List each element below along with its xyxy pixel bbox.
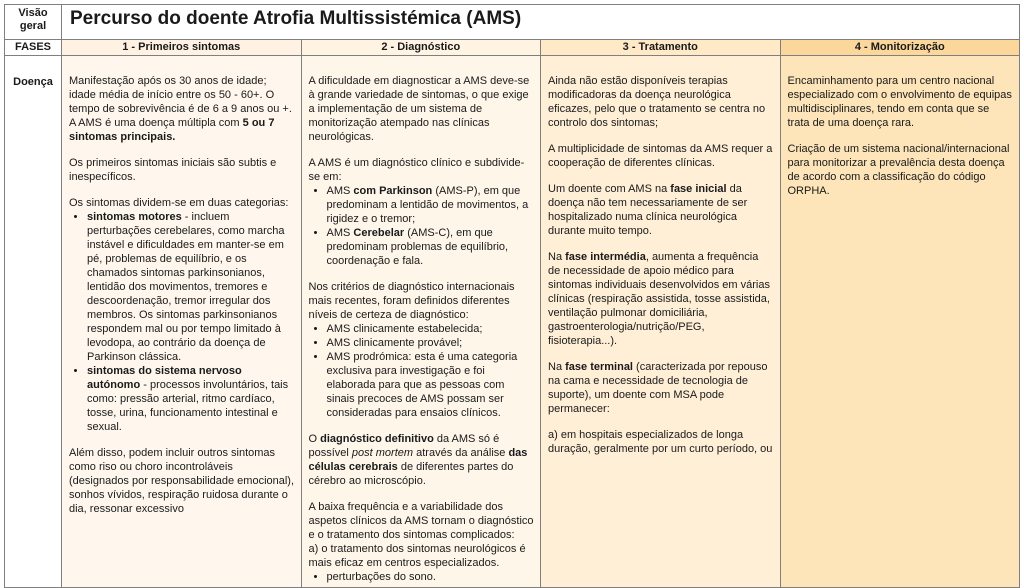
text-run: da AMS só é possível [308,433,500,459]
list-item [327,226,535,268]
phase-4-header: 4 - Monitorização [780,40,1020,56]
col4-p1: Encaminhamento para um centro nacional especializado com o envolvimento de equipas multidisciplinares, tendo em conta que se trata de uma doença rara. [787,75,1012,129]
col3-p3 [548,182,774,238]
text-run-italic: post mortem [351,447,414,459]
motor-text: - incluem perturbações cerebelares, como marcha instável e dificuldades em manter-se em pé, problemas de equilíbrio, e os chamados sintomas parkinsonianos, lentidão dos movimentos, tremores e descoordenação, tremor irregular dos membros. Os sintomas parkinsonianos respondem mal ou por tempo limitado à levodopa, ao contrário da doença de Parkinson clássica. [87,211,285,363]
col2-p5: A baixa frequência e a variabilidade dos aspetos clínicos da AMS tornam o diagnóstico e o tratamento dos sintomas complicados: [308,501,534,541]
disease-row-label: Doença [5,56,62,588]
col1-initial: Os primeiros sintomas iniciais são subtis e inespecíficos. [69,157,277,183]
text-run: O [308,433,321,445]
list-item [87,210,295,364]
phase-2-cell [301,56,541,588]
text-run: (caracterizada por repouso na cama e necessidade de tecnologia de suporte), um doente com MSA pode permanecer: [548,361,768,415]
text-run-bold: diagnóstico definitivo [320,433,434,445]
text-run: de diferentes partes do cérebro ao microscópio. [308,461,514,487]
text-run: Na [548,361,566,373]
col2-p4 [309,432,535,488]
col1-categories: Os sintomas dividem-se em duas categorias: [69,197,289,209]
subtype-bold: com Parkinson [353,185,433,197]
col3-p4 [548,250,774,348]
subtype-text: (AMS-P), em que predominam a lentidão de movimentos, a rigidez e o tremor; [326,185,529,225]
col2-subtype-list [309,184,535,268]
subtype-bold: Cerebelar [353,227,405,239]
autonomic-label: sintomas do sistema nervoso autónomo [87,365,242,391]
col1-symptom-list [69,210,295,434]
col3-p1: Ainda não estão disponíveis terapias modificadoras da doença neurológica eficazes, pelo que o tratamento se centra no controlo dos sintomas; [548,75,766,129]
subtype-text: (AMS-C), em que predominam problemas de equilíbrio, coordenação e fala. [326,227,509,267]
col2-p1: A dificuldade em diagnosticar a AMS deve-se à grande variedade de sintomas, o que exige a implementação de um sistema de monitorização atempado nas clínicas neurológicas. [308,75,530,143]
page-title: Percurso do doente Atrofia Multissistémica (AMS) [62,5,1020,40]
text-run: Um doente com AMS na [548,183,671,195]
list-item: • AMS clinicamente provável; [327,336,535,350]
list-item: • perturbações do sono. [327,570,535,584]
col1-intro-bold: 5 ou 7 sintomas principais. [69,117,275,143]
col4-p2: Criação de um sistema nacional/internacional para monitorizar a prevalência desta doença de acordo com a classificação do código ORPHA. [787,143,1010,197]
text-run-bold: fase intermédia [565,251,646,263]
overview-label: Visão geral [5,5,62,40]
subtype-prefix: AMS [326,185,354,197]
phase-2-header: 2 - Diagnóstico [301,40,541,56]
phases-label: FASES [5,40,62,56]
col3-p2: A multiplicidade de sintomas da AMS requer a cooperação de diferentes clínicas. [548,143,773,169]
col3-p5 [548,360,774,416]
motor-label: sintomas motores [87,211,182,223]
text-run-bold: fase inicial [670,183,727,195]
list-item: • AMS prodrómica: esta é uma categoria exclusiva para investigação e foi elaborada para que as pessoas com sinais precoces de AMS possam ser consideradas para ensaios clínicos. [327,350,535,420]
phase-3-header: 3 - Tratamento [541,40,781,56]
phase-4-cell [780,56,1020,588]
text-run-bold: fase terminal [565,361,633,373]
col2-p3: Nos critérios de diagnóstico internacionais mais recentes, foram definidos diferentes níveis de certeza de diagnóstico: [308,281,515,321]
autonomic-text: - processos involuntários, tais como: pressão arterial, ritmo cardíaco, tosse, urina, funcionamento intestinal e sexual. [87,379,289,433]
patient-pathway-table [4,4,1020,588]
list-item [87,364,295,434]
col1-other: Além disso, podem incluir outros sintomas como riso ou choro incontroláveis (designados por responsabilidade emocional), sonhos vívidos, respiração ruidosa durante o dia, ressonar excessivo [69,447,295,515]
col1-intro-text: Manifestação após os 30 anos de idade; idade média de início entre os 50 - 60+. O tempo de sobrevivência é de 6 a 9 anos ou +. A AMS é uma doença múltipla com [69,75,292,129]
col1-intro [69,74,295,144]
text-run: da doença não tem necessariamente de ser hospitalizado numa clínica neurológica durante muito tempo. [548,183,748,237]
col2-sleep-list [309,570,535,584]
phase-3-cell [541,56,781,588]
text-run: através da análise [413,447,509,459]
text-run: Na [548,251,566,263]
col3-p6: a) em hospitais especializados de longa duração, geralmente por um curto período, ou [548,429,773,455]
col2-certainty-list [309,322,535,420]
text-run-bold: das células cerebrais [308,447,528,473]
phase-1-cell [62,56,302,588]
col2-p5-a: a) o tratamento dos sintomas neurológicos é mais eficaz em centros especializados. [308,543,526,569]
subtype-prefix: AMS [326,227,354,239]
text-run: , aumenta a frequência de necessidade de apoio médico para sintomas individuais desenvolvidos em várias clínicas (respiração assistida, tosse assistida, ventilação pulmonar domiciliária, gastroenterologia/nutrição/PEG, fisioterapia...). [548,251,770,347]
phase-1-header: 1 - Primeiros sintomas [62,40,302,56]
list-item: • AMS clinicamente estabelecida; [327,322,535,336]
col2-p2: A AMS é um diagnóstico clínico e subdivide-se em: [308,157,525,183]
list-item [327,184,535,226]
